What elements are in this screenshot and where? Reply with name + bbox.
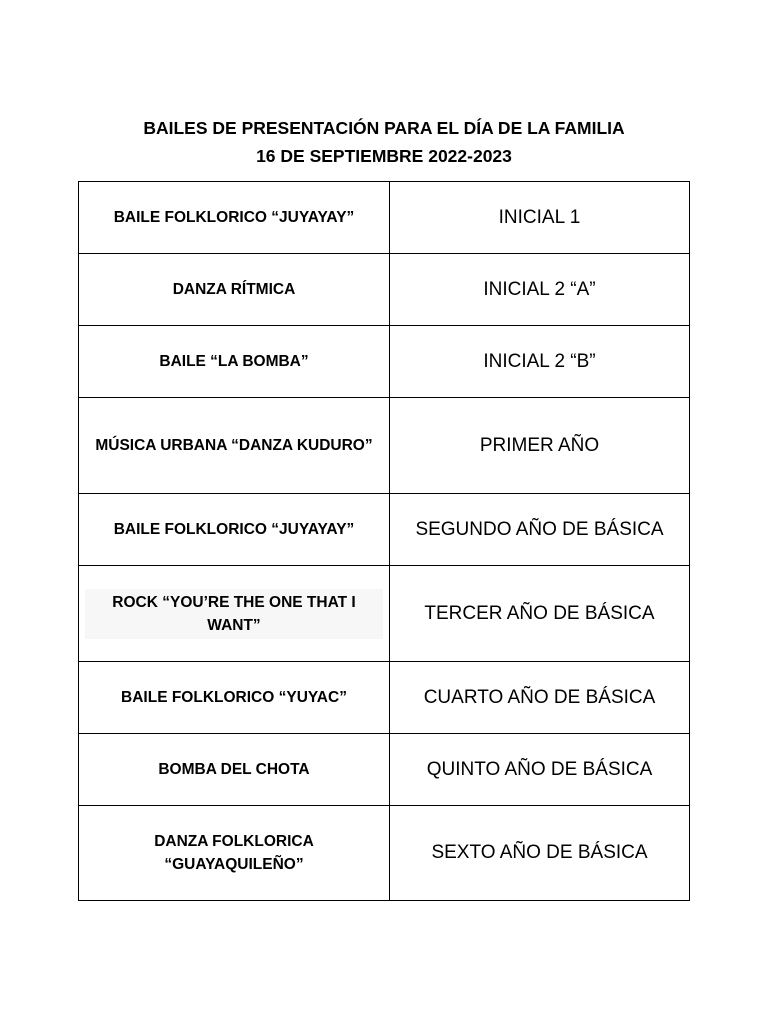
grade-cell: INICIAL 2 “A” [390, 254, 690, 326]
grade-cell: TERCER AÑO DE BÁSICA [390, 566, 690, 662]
dance-cell: DANZA FOLKLORICA “GUAYAQUILEÑO” [79, 806, 390, 901]
grade-cell: INICIAL 2 “B” [390, 326, 690, 398]
dance-cell-text: ROCK “YOU’RE THE ONE THAT I WANT” [85, 589, 383, 639]
dance-cell: BOMBA DEL CHOTA [79, 734, 390, 806]
table-row [79, 566, 690, 662]
table-row [79, 662, 690, 734]
title-line-2: 16 DE SEPTIEMBRE 2022-2023 [256, 146, 512, 166]
grade-cell: SEGUNDO AÑO DE BÁSICA [390, 494, 690, 566]
table-row [79, 254, 690, 326]
table-row [79, 734, 690, 806]
dance-cell: DANZA RÍTMICA [79, 254, 390, 326]
grade-cell: QUINTO AÑO DE BÁSICA [390, 734, 690, 806]
table-row [79, 494, 690, 566]
presentation-table [78, 181, 690, 901]
dance-cell: BAILE “LA BOMBA” [79, 326, 390, 398]
dance-cell: MÚSICA URBANA “DANZA KUDURO” [79, 398, 390, 494]
grade-cell: CUARTO AÑO DE BÁSICA [390, 662, 690, 734]
dance-cell: BAILE FOLKLORICO “YUYAC” [79, 662, 390, 734]
grade-cell: PRIMER AÑO [390, 398, 690, 494]
table-row [79, 806, 690, 901]
dance-cell [79, 566, 390, 662]
grade-cell: SEXTO AÑO DE BÁSICA [390, 806, 690, 901]
grade-cell: INICIAL 1 [390, 182, 690, 254]
table-row [79, 182, 690, 254]
dance-cell: BAILE FOLKLORICO “JUYAYAY” [79, 182, 390, 254]
table-row [79, 326, 690, 398]
title-line-1: BAILES DE PRESENTACIÓN PARA EL DÍA DE LA FAMILIA [143, 118, 625, 138]
document-title [0, 114, 768, 170]
dance-cell: BAILE FOLKLORICO “JUYAYAY” [79, 494, 390, 566]
table-row [79, 398, 690, 494]
